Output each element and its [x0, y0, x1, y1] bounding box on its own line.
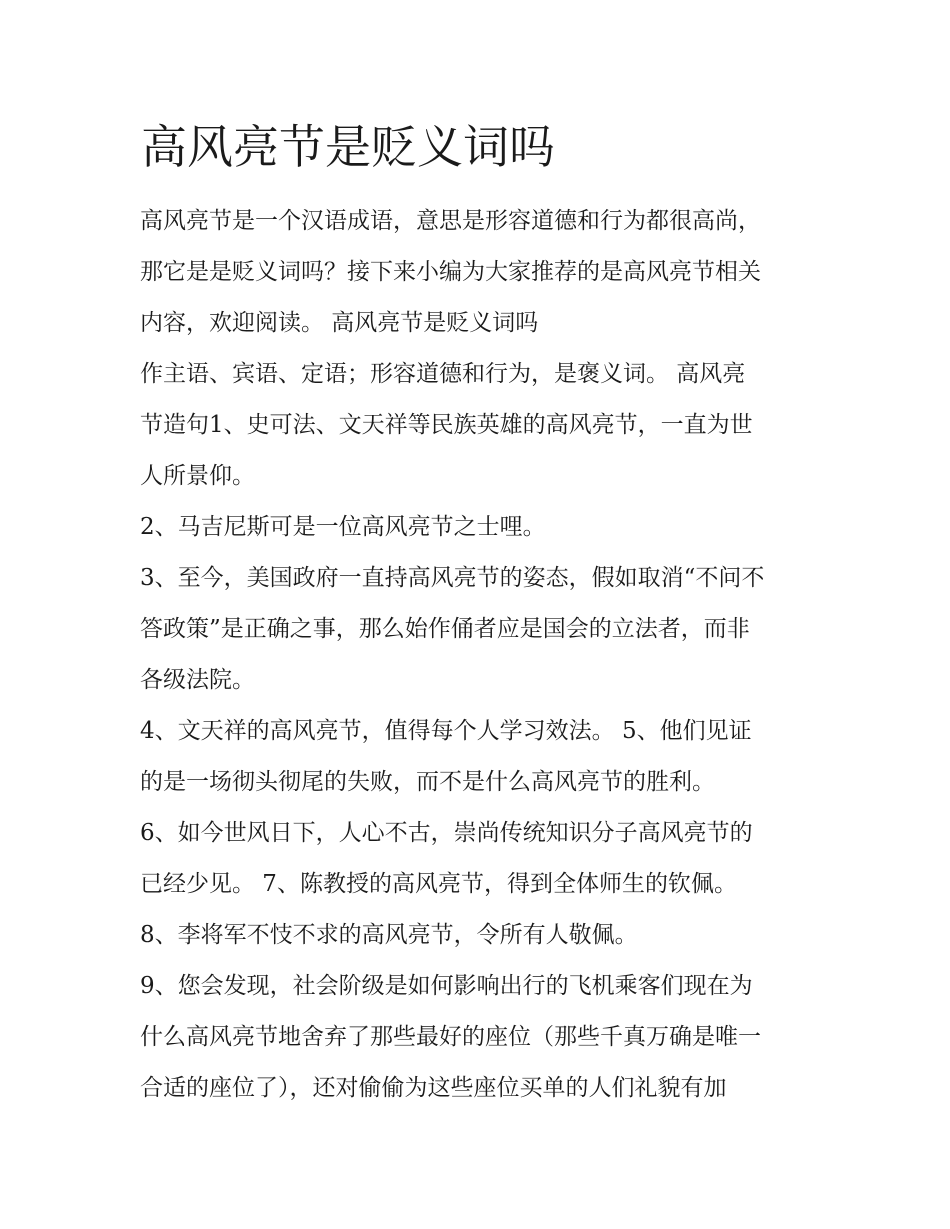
body-line: 的是一场彻头彻尾的失败，而不是什么高风亮节的胜利。 [140, 769, 715, 795]
body-line: 那它是是贬义词吗？接下来小编为大家推荐的是高风亮节相关 [140, 259, 761, 285]
body-line: 高风亮节是一个汉语成语，意思是形容道德和行为都很高尚， [140, 208, 761, 234]
body-line: 答政策”是正确之事，那么始作俑者应是国会的立法者，而非 [140, 616, 750, 642]
body-line: 3、至今，美国政府一直持高风亮节的姿态，假如取消“不问不 [140, 565, 765, 591]
body-line: 作主语、宾语、定语；形容道德和行为，是褒义词。 高风亮 [140, 361, 746, 387]
body-line: 合适的座位了），还对偷偷为这些座位买单的人们礼貌有加 [140, 1075, 727, 1101]
body-line: 人所景仰。 [140, 463, 255, 489]
body-line: 节造句1、史可法、文天祥等民族英雄的高风亮节，一直为世 [140, 412, 753, 438]
body-line: 什么高风亮节地舍弃了那些最好的座位（那些千真万确是唯一 [140, 1024, 761, 1050]
body-line: 4、文天祥的高风亮节，值得每个人学习效法。 5、他们见证 [140, 718, 752, 744]
body-line: 9、您会发现，社会阶级是如何影响出行的飞机乘客们现在为 [140, 973, 753, 999]
body-line: 内容，欢迎阅读。 高风亮节是贬义词吗 [140, 310, 539, 336]
body-line: 2、马吉尼斯可是一位高风亮节之士哩。 [140, 514, 546, 540]
body-line: 6、如今世风日下，人心不古，崇尚传统知识分子高风亮节的 [140, 820, 753, 846]
page-title: 高风亮节是贬义词吗 [141, 120, 555, 174]
body-line: 各级法院。 [140, 667, 255, 693]
body-line: 已经少见。 7、陈教授的高风亮节，得到全体师生的钦佩。 [140, 871, 737, 897]
body-line: 8、李将军不忮不求的高风亮节，令所有人敬佩。 [140, 922, 638, 948]
